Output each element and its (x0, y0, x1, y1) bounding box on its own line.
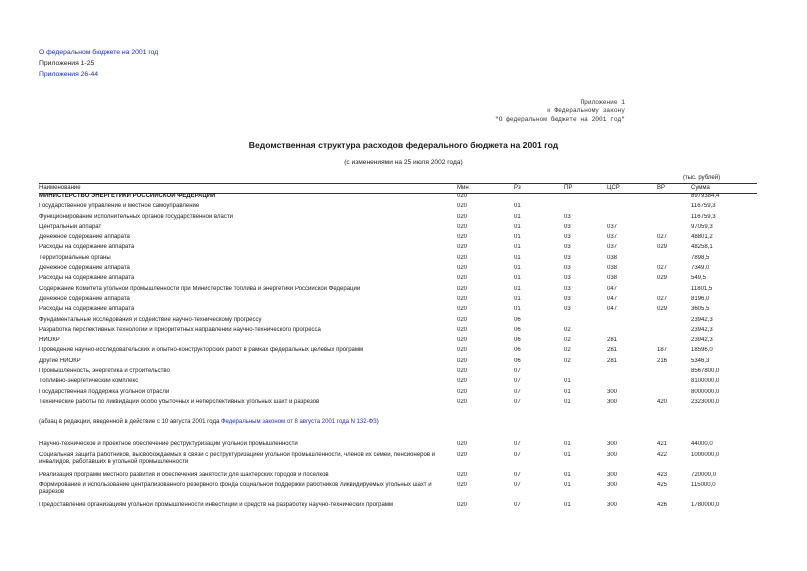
cell-rz: 07 (514, 378, 521, 385)
col-header-vr: ВР (657, 185, 666, 191)
cell-csr (607, 378, 657, 388)
table-row (39, 317, 757, 327)
cell-csr: 300 (607, 398, 618, 405)
cell-rz: 06 (514, 347, 521, 354)
table-row (39, 482, 757, 502)
cell-min: 020 (457, 481, 468, 488)
cell-min: 020 (457, 234, 468, 241)
cell-sum: 48258,1 (691, 244, 713, 251)
table-row (39, 193, 757, 203)
table-row (39, 244, 757, 254)
cell-pr (564, 203, 607, 213)
cell-vr (657, 193, 691, 203)
cell-csr: 300 (607, 451, 618, 458)
table-header-row (39, 183, 757, 193)
cell-sum: 23942,3 (691, 337, 713, 344)
cell-rz: 06 (514, 357, 521, 364)
cell-csr: 038 (607, 254, 618, 261)
cell-name: Промышленность, энергетика и строительство (39, 368, 170, 375)
amendment-note-close: ) (376, 419, 379, 426)
cell-vr (657, 286, 691, 296)
cell-sum: 1780000,0 (691, 501, 720, 508)
cell-csr: 038 (607, 265, 618, 272)
col-header-pr: ПР (564, 185, 573, 191)
cell-min: 020 (457, 203, 468, 210)
cell-rz: 06 (514, 337, 521, 344)
cell-vr (657, 337, 691, 347)
cell-csr (607, 327, 657, 337)
document-title: Ведомственная структура расходов федерального бюджета на 2001 год (248, 140, 559, 150)
amendment-note-row (39, 409, 757, 441)
cell-pr: 01 (564, 398, 571, 405)
cell-rz: 06 (514, 316, 521, 323)
cell-sum: 48801,2 (691, 234, 713, 241)
cell-pr: 03 (564, 254, 571, 261)
cell-sum: 44000,0 (691, 441, 713, 448)
document-subtitle: (с изменениями на 25 июля 2002 года) (344, 159, 463, 166)
cell-pr: 03 (564, 295, 571, 302)
cell-vr: 422 (657, 451, 668, 458)
cell-min: 020 (457, 451, 468, 458)
cell-rz: 01 (514, 223, 521, 230)
cell-rz: 07 (514, 451, 521, 458)
table-row (39, 255, 757, 265)
table-row (39, 472, 757, 482)
cell-pr: 03 (564, 265, 571, 272)
amendment-note-text: (абзац в редакции, введенной в действие с 10 августа 2001 года (39, 419, 221, 426)
cell-min: 020 (457, 368, 468, 375)
cell-rz: 07 (514, 441, 521, 448)
cell-vr (657, 368, 691, 378)
cell-sum: 7349,0 (691, 265, 710, 272)
cell-vr (657, 203, 691, 213)
cell-name: Предоставление организациям угольной промышленности инвестиций и средств на разработку научно-технических программ (39, 501, 394, 508)
cell-name: Реализация программ местного развития и обеспечения занятости для шахтерских городов и поселков (39, 471, 329, 478)
cell-rz: 07 (514, 368, 521, 375)
table-row (39, 378, 757, 388)
cell-pr: 01 (564, 481, 571, 488)
cell-name: Топливно-энергетический комплекс (39, 378, 139, 385)
table-row (39, 327, 757, 337)
table-row (39, 234, 757, 244)
cell-name: Государственное управление и местное самоуправление (39, 203, 200, 210)
cell-csr (607, 193, 657, 203)
cell-pr: 03 (564, 213, 571, 220)
table-row (39, 399, 757, 409)
cell-pr: 01 (564, 388, 571, 395)
cell-sum: 116759,3 (691, 203, 716, 210)
cell-csr: 037 (607, 244, 618, 251)
cell-sum: 8979384,4 (691, 193, 720, 199)
cell-vr: 029 (657, 306, 668, 313)
cell-csr: 300 (607, 501, 618, 508)
cell-min: 020 (457, 306, 468, 313)
cell-min: 020 (457, 285, 468, 292)
cell-pr (564, 193, 607, 203)
appendix-line-2: к Федеральному закону (547, 107, 625, 115)
cell-pr: 03 (564, 306, 571, 313)
table-row (39, 214, 757, 224)
cell-vr (657, 327, 691, 337)
cell-vr (657, 224, 691, 234)
link-appendices-26-44[interactable]: Приложения 26-44 (39, 71, 99, 78)
units-label: (тыс. рублей) (683, 175, 721, 181)
cell-name: Государственная поддержка угольной отрасли (39, 388, 170, 395)
cell-vr (657, 317, 691, 327)
appendices-1-25-label: Приложения 1-25 (39, 60, 95, 67)
appendix-line-1: Приложение 1 (580, 99, 625, 106)
cell-csr: 037 (607, 223, 618, 230)
cell-name: Разработка перспективных технологий и приоритетных направлений научно-технического прогресса (39, 326, 321, 333)
cell-csr: 281 (607, 357, 618, 364)
cell-rz: 01 (514, 254, 521, 261)
table-row (39, 358, 757, 368)
cell-name: Территориальные органы (39, 254, 111, 261)
cell-pr: 03 (564, 285, 571, 292)
cell-name: Технические работы по ликвидации особо убыточных и неперспективных угольных шахт и разрезов (39, 398, 320, 405)
cell-sum: 1000000,0 (691, 451, 720, 458)
cell-vr: 426 (657, 501, 668, 508)
table-row (39, 337, 757, 347)
table-row (39, 286, 757, 296)
cell-sum: 2323000,0 (691, 398, 720, 405)
cell-name: Денежное содержание аппарата (39, 265, 130, 272)
col-header-name: Наименование (39, 185, 81, 191)
cell-vr: 027 (657, 295, 668, 302)
cell-csr: 047 (607, 295, 618, 302)
cell-vr (657, 389, 691, 399)
table-row (39, 502, 757, 512)
cell-rz: 01 (514, 306, 521, 313)
cell-min: 020 (457, 223, 468, 230)
cell-csr: 300 (607, 481, 618, 488)
cell-csr: 047 (607, 285, 618, 292)
cell-vr (657, 214, 691, 224)
cell-min: 020 (457, 398, 468, 405)
cell-pr: 02 (564, 337, 571, 344)
amendment-note (39, 409, 757, 441)
cell-pr: 03 (564, 234, 571, 241)
cell-name: Проведение научно-исследовательских и опытно-конструкторских работ в рамках федеральных целевых программ (39, 347, 364, 354)
related-links (39, 47, 158, 80)
table-row (39, 368, 757, 378)
cell-rz: 01 (514, 265, 521, 272)
cell-name: Социальная защита работников, высвобождаемых в связи с реструктуризацией угольной промышленности, членов их семей, пенсионеров и инвалидов, работавших в угольной промышленности (39, 451, 436, 465)
cell-rz: 07 (514, 398, 521, 405)
cell-pr: 02 (564, 347, 571, 354)
cell-pr: 01 (564, 451, 571, 458)
cell-name: Денежное содержание аппарата (39, 295, 130, 302)
cell-sum: 8196,0 (691, 295, 710, 302)
cell-rz: 01 (514, 275, 521, 282)
cell-min: 020 (457, 326, 468, 333)
cell-sum: 18596,0 (691, 347, 713, 354)
cell-csr: 281 (607, 337, 618, 344)
cell-csr (607, 214, 657, 224)
cell-pr: 01 (564, 501, 571, 508)
cell-sum: 23942,3 (691, 316, 713, 323)
cell-pr: 02 (564, 326, 571, 333)
appendix-header (495, 99, 625, 124)
cell-rz: 07 (514, 481, 521, 488)
cell-rz: 01 (514, 234, 521, 241)
cell-min: 020 (457, 347, 468, 354)
col-header-min: Мин (457, 185, 469, 191)
table-row (39, 441, 757, 451)
cell-rz: 01 (514, 203, 521, 210)
cell-csr (607, 317, 657, 327)
col-header-sum: Сумма (691, 185, 710, 191)
cell-min: 020 (457, 337, 468, 344)
table-row (39, 203, 757, 213)
col-header-csr: ЦСР (607, 185, 620, 191)
table-row (39, 224, 757, 234)
cell-vr: 425 (657, 481, 668, 488)
cell-pr (564, 317, 607, 327)
cell-pr: 03 (564, 223, 571, 230)
cell-vr: 216 (657, 357, 668, 364)
cell-name: Содержание Комитета угольной промышленности при Министерстве топлива и энергетики Российской Федерации (39, 285, 361, 292)
cell-pr: 02 (564, 357, 571, 364)
expenditure-table (39, 183, 757, 512)
cell-sum: 8567800,0 (691, 368, 720, 375)
cell-rz: 01 (514, 295, 521, 302)
cell-name: Центральный аппарат (39, 223, 102, 230)
cell-csr: 300 (607, 471, 618, 478)
cell-min: 020 (457, 388, 468, 395)
cell-name: Формирование и использование централизованного резервного фонда социальной поддержки работников ликвидируемых угольных шахт и разрезов (39, 481, 432, 496)
cell-name: Другие НИОКР (39, 357, 81, 364)
cell-vr: 421 (657, 441, 668, 448)
cell-vr: 027 (657, 265, 668, 272)
cell-name: МИНИСТЕРСТВО ЭНЕРГЕТИКИ РОССИЙСКОЙ ФЕДЕРАЦИИ (39, 193, 216, 199)
cell-min: 020 (457, 501, 468, 508)
cell-name: Функционирование исполнительных органов государственной власти (39, 213, 233, 220)
cell-sum: 97059,3 (691, 223, 713, 230)
cell-name: НИОКР (39, 337, 60, 344)
cell-min: 020 (457, 316, 468, 323)
cell-min: 020 (457, 254, 468, 261)
amendment-law-link[interactable]: Федеральным законом от 8 августа 2001 года N 132-ФЗ (220, 419, 377, 426)
cell-sum: 23942,3 (691, 326, 713, 333)
table-row (39, 306, 757, 316)
cell-vr: 029 (657, 244, 668, 251)
table-row (39, 389, 757, 399)
cell-name: Расходы на содержание аппарата (39, 306, 135, 313)
cell-vr: 027 (657, 234, 668, 241)
cell-rz: 07 (514, 471, 521, 478)
cell-vr (657, 255, 691, 265)
cell-rz (514, 193, 564, 203)
cell-min: 020 (457, 244, 468, 251)
cell-min: 020 (457, 295, 468, 302)
cell-min: 020 (457, 357, 468, 364)
cell-min: 020 (457, 193, 468, 199)
cell-vr: 423 (657, 471, 668, 478)
cell-sum: 115000,0 (691, 481, 716, 488)
cell-vr: 187 (657, 347, 668, 354)
cell-csr: 047 (607, 306, 618, 313)
cell-sum: 5346,3 (691, 357, 710, 364)
cell-name: Расходы на содержание аппарата (39, 275, 135, 282)
cell-rz: 01 (514, 244, 521, 251)
cell-csr: 281 (607, 347, 618, 354)
table-row (39, 452, 757, 472)
cell-sum: 549,5 (691, 275, 707, 282)
cell-min: 020 (457, 213, 468, 220)
cell-vr: 420 (657, 398, 668, 405)
cell-min: 020 (457, 265, 468, 272)
link-budget-law[interactable]: О федеральном бюджете на 2001 год (39, 49, 159, 56)
cell-sum: 3605,5 (691, 306, 710, 313)
cell-rz: 07 (514, 501, 521, 508)
table-row (39, 347, 757, 357)
cell-csr: 037 (607, 234, 618, 241)
cell-sum: 8100000,0 (691, 378, 720, 385)
cell-min: 020 (457, 275, 468, 282)
cell-name: Фундаментальные исследования и содействие научно-техническому прогрессу (39, 316, 262, 323)
cell-name: Расходы на содержание аппарата (39, 244, 135, 251)
cell-csr: 038 (607, 275, 618, 282)
appendix-line-3: "О федеральном бюджете на 2001 год" (495, 115, 625, 123)
cell-rz: 06 (514, 326, 521, 333)
cell-rz: 07 (514, 388, 521, 395)
col-header-rz: Рз (514, 185, 521, 191)
cell-sum: 116759,3 (691, 213, 716, 220)
cell-csr (607, 368, 657, 378)
cell-sum: 7898,5 (691, 254, 710, 261)
cell-name: Денежное содержание аппарата (39, 234, 130, 241)
cell-vr: 029 (657, 275, 668, 282)
cell-csr: 300 (607, 388, 618, 395)
cell-vr (657, 378, 691, 388)
cell-sum: 8000000,0 (691, 388, 720, 395)
cell-pr: 01 (564, 471, 571, 478)
cell-pr: 03 (564, 244, 571, 251)
cell-rz: 01 (514, 285, 521, 292)
cell-sum: 720000,0 (691, 471, 717, 478)
cell-pr: 03 (564, 275, 571, 282)
cell-min: 020 (457, 378, 468, 385)
cell-pr (564, 368, 607, 378)
cell-csr: 300 (607, 441, 618, 448)
cell-csr (607, 203, 657, 213)
cell-name: Научно-техническое и проектное обеспечение реструктуризации угольной промышленности (39, 441, 298, 448)
table-row (39, 296, 757, 306)
cell-pr: 01 (564, 378, 571, 385)
table-row (39, 265, 757, 275)
cell-min: 020 (457, 441, 468, 448)
cell-pr: 01 (564, 441, 571, 448)
table-body (39, 193, 757, 512)
cell-sum: 11801,5 (691, 285, 713, 292)
cell-rz: 01 (514, 213, 521, 220)
table-row (39, 275, 757, 285)
cell-min: 020 (457, 471, 468, 478)
